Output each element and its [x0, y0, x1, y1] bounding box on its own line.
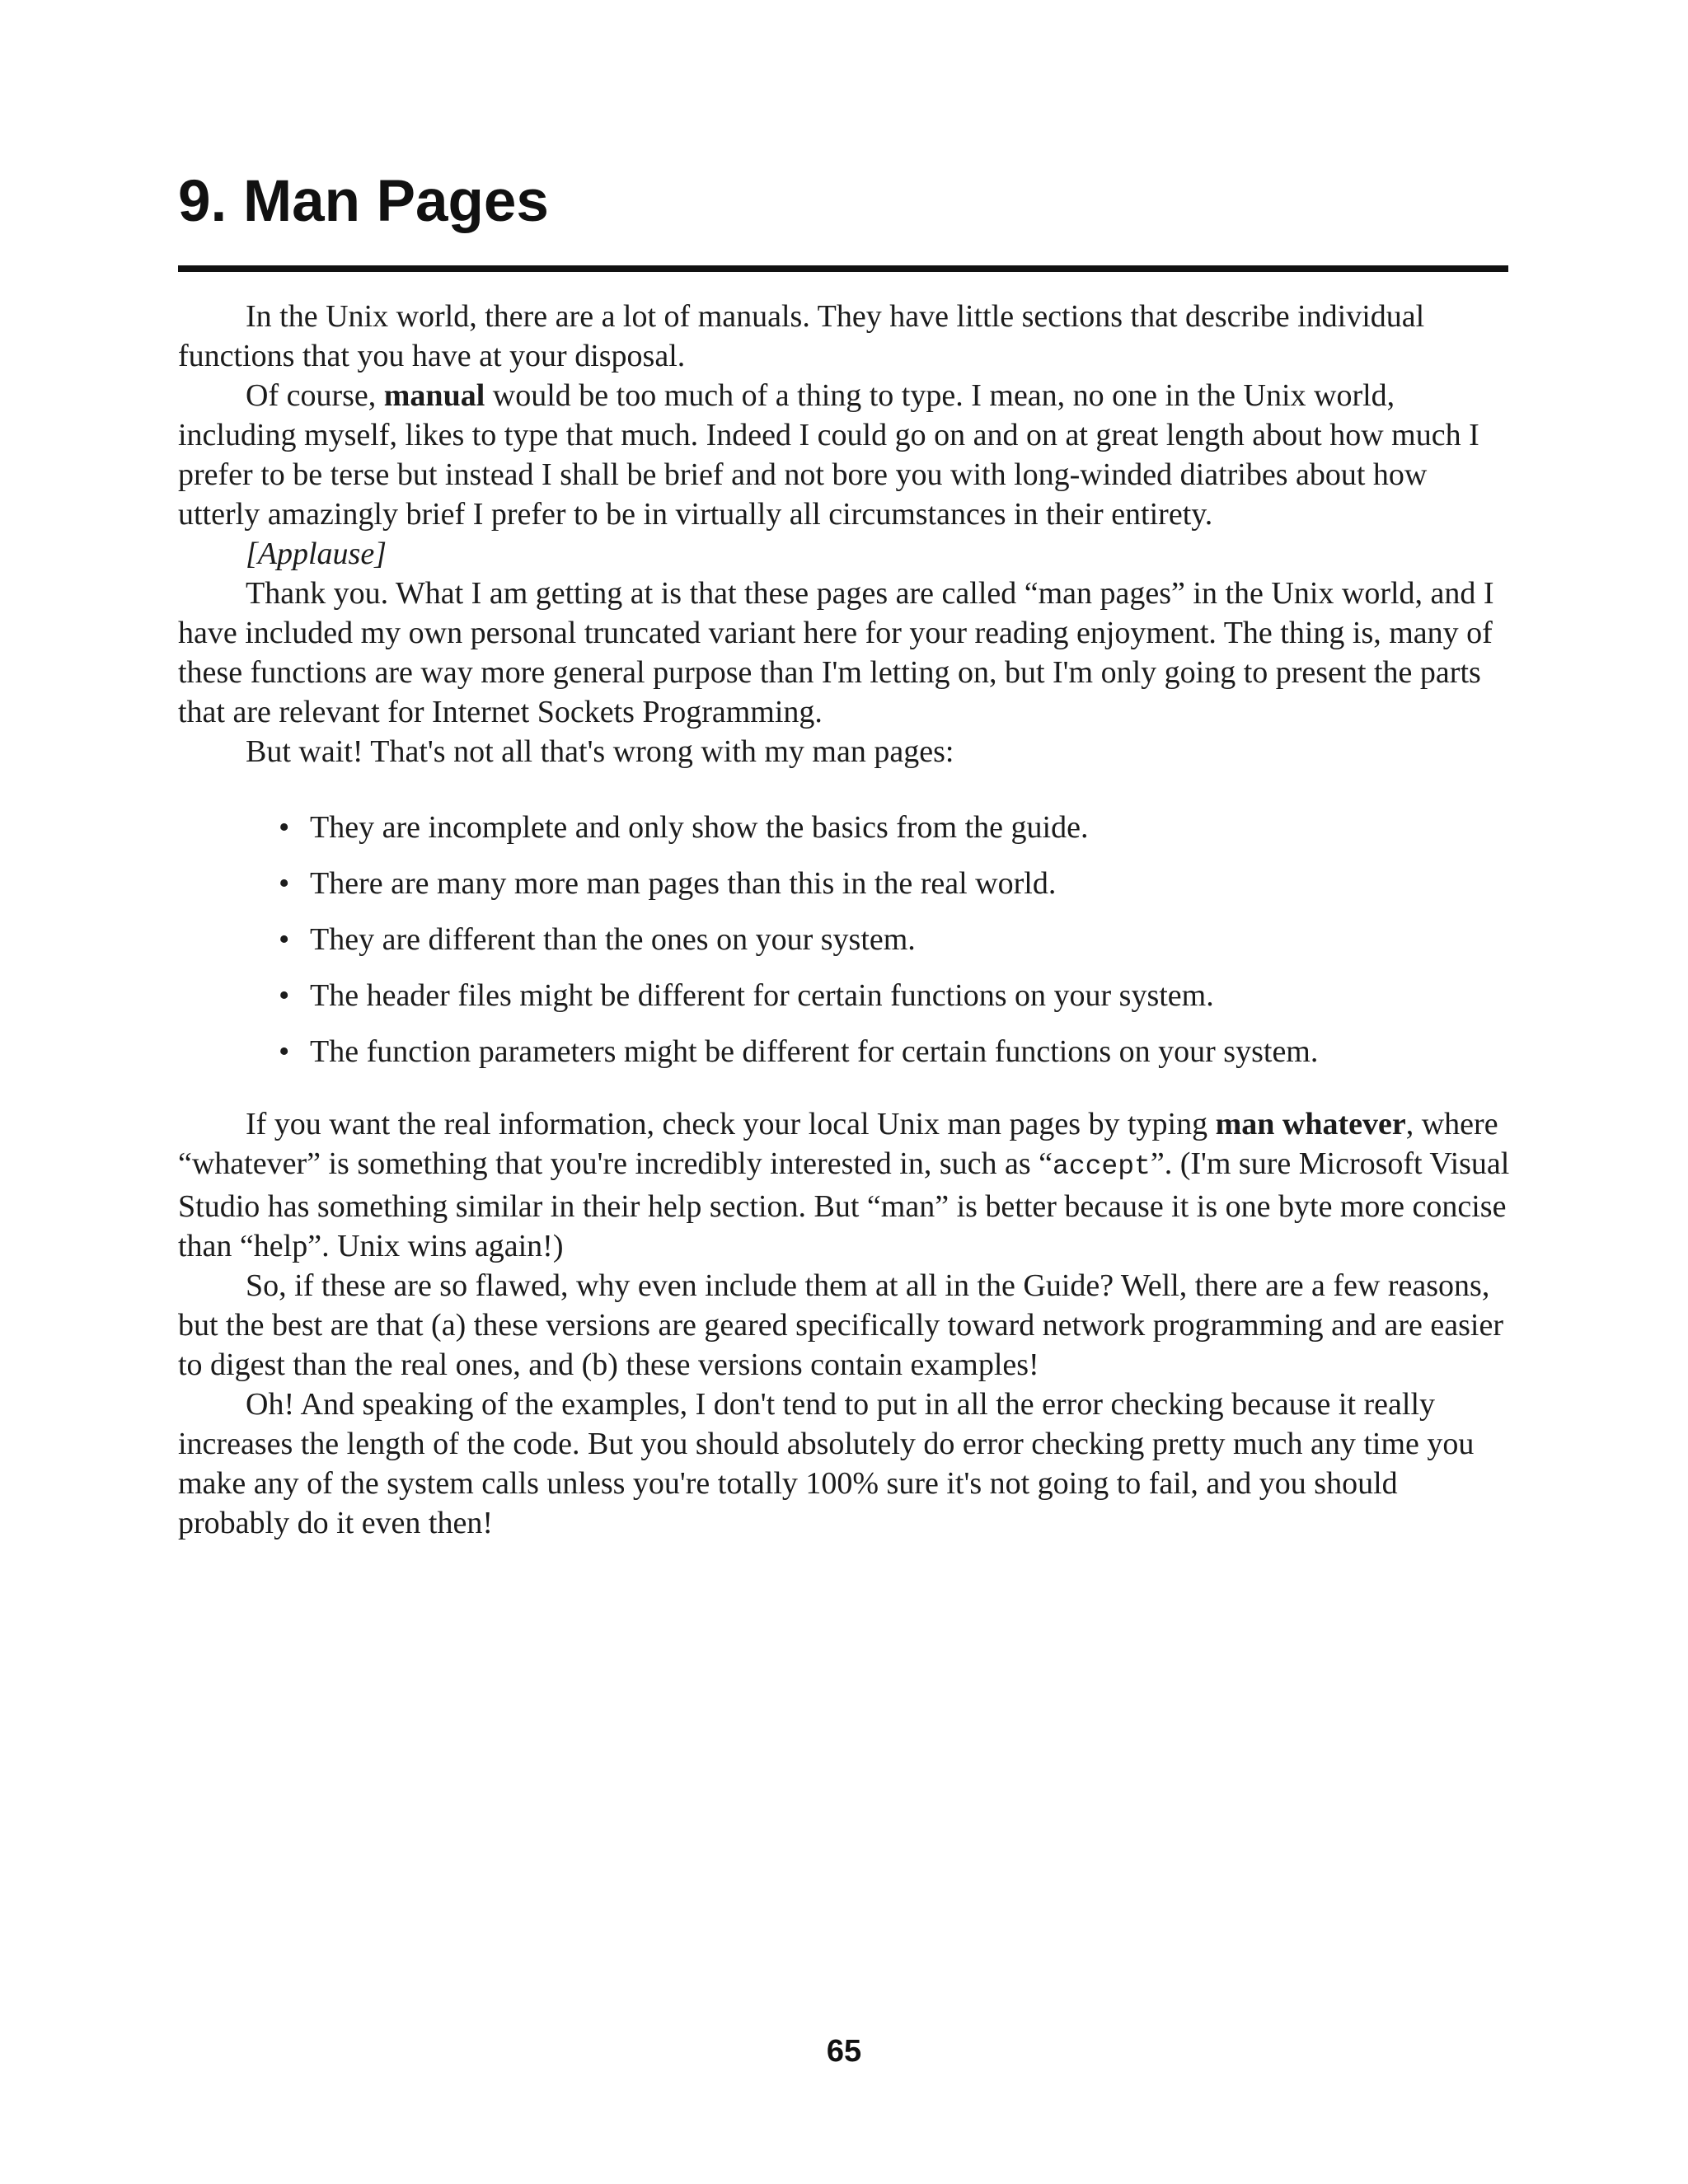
list-item-text: They are incomplete and only show the basics from the guide.	[310, 810, 1089, 845]
intro-p2-text-after: would be too much of a thing to type. I mean, no one in the Unix world, including myself, likes to type that much. Indeed I could go on and on at great length about how much I prefer to be terse but instead I shall be brief and not bore you with long-winded diatribes about how utterly amazingly brief I prefer to be in virtually all circumstances in their entirety.	[178, 378, 1479, 532]
list-item	[279, 976, 1318, 1032]
list-item-text: The function parameters might be different for certain functions on your system.	[310, 1034, 1319, 1069]
intro-p2-text-before: Of course,	[246, 378, 384, 413]
closing-paragraph-2: So, if these are so flawed, why even include them at all in the Guide? Well, there are a few reasons, but the best are that (a) these versions are geared specifically toward network programming and are easier to digest than the real ones, and (b) these versions contain examples!	[178, 1268, 1503, 1382]
bullet-icon: •	[279, 810, 290, 845]
bullet-icon: •	[279, 978, 290, 1013]
list-item	[279, 1032, 1318, 1088]
title-divider	[178, 265, 1508, 272]
closing-p1-text-a: If you want the real information, check your local Unix man pages by typing	[246, 1107, 1216, 1141]
intro-paragraph-5: But wait! That's not all that's wrong with my man pages:	[246, 734, 954, 769]
man-whatever-command: man whatever	[1215, 1107, 1406, 1141]
bullet-icon: •	[279, 1034, 290, 1069]
closing-p1-text-c: ”. (I'm sure Microsoft Visual Studio has something similar in their help section. But “man” is better because it is one byte more concise than “help”. Unix wins again!)	[178, 1146, 1510, 1263]
caveats-list	[279, 808, 1318, 1088]
bullet-icon: •	[279, 922, 290, 957]
list-item	[279, 808, 1318, 864]
closing-paragraph-1	[178, 1104, 1513, 1266]
list-item-text: They are different than the ones on your system.	[310, 922, 916, 957]
intro-section	[178, 297, 1513, 771]
applause-line	[178, 534, 1513, 574]
applause-text: [Applause]	[246, 537, 387, 571]
intro-paragraph-1: In the Unix world, there are a lot of manuals. They have little sections that describe individual functions that you have at your disposal.	[178, 299, 1425, 373]
manual-term: manual	[383, 378, 485, 413]
intro-paragraph-2	[178, 376, 1513, 534]
page-number: 65	[826, 2034, 862, 2069]
closing-section	[178, 1104, 1513, 1543]
closing-paragraph-3: Oh! And speaking of the examples, I don't tend to put in all the error checking because it really increases the length of the code. But you should absolutely do error checking pretty much any time you make any of the system calls unless you're totally 100% sure it's not going to fail, and you should probably do it even then!	[178, 1387, 1475, 1540]
list-item	[279, 864, 1318, 920]
list-item-text: The header files might be different for certain functions on your system.	[310, 978, 1214, 1013]
list-item-text: There are many more man pages than this in the real world.	[310, 866, 1057, 901]
chapter-title: 9. Man Pages	[178, 169, 549, 234]
accept-code: accept	[1053, 1151, 1151, 1182]
list-item	[279, 920, 1318, 976]
bullet-icon: •	[279, 866, 290, 901]
intro-paragraph-4: Thank you. What I am getting at is that these pages are called “man pages” in the Unix world, and I have included my own personal truncated variant here for your reading enjoyment. The thing is, many of these functions are way more general purpose than I'm letting on, but I'm only going to present the parts that are relevant for Internet Sockets Programming.	[178, 576, 1494, 729]
closing-p1-text-b: , where “whatever” is something that you're incredibly interested in, such as “	[178, 1107, 1498, 1181]
